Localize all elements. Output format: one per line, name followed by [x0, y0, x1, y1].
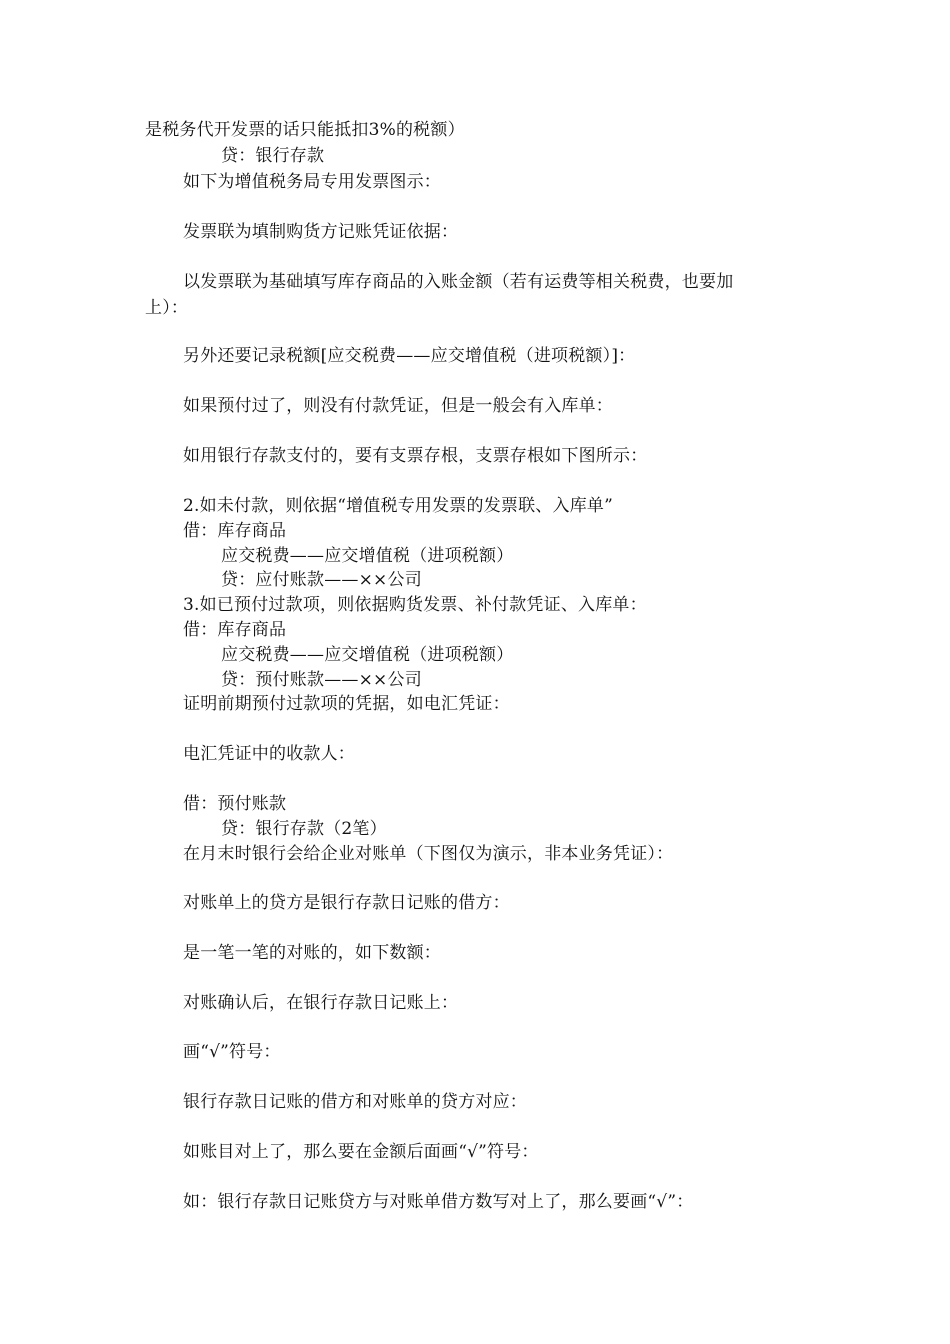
- text-line: 贷：银行存款（2笔）: [221, 819, 387, 839]
- text-line: 画“√”符号：: [183, 1042, 281, 1062]
- text-line: 贷：预付账款——××公司: [221, 670, 422, 690]
- text-line: 贷：银行存款: [221, 146, 325, 166]
- text-line: 另外还要记录税额[应交税费——应交增值税（进项税额）]：: [183, 346, 636, 366]
- text-line: 以发票联为基础填写库存商品的入账金额（若有运费等相关税费，也要加: [183, 272, 734, 292]
- text-line: 是一笔一笔的对账的，如下数额：: [183, 943, 441, 963]
- text-line: 2.如未付款，则依据“增值税专用发票的发票联、入库单”: [183, 496, 614, 516]
- text-line: 应交税费——应交增值税（进项税额）: [221, 546, 514, 566]
- text-line: 是税务代开发票的话只能抵扣3%的税额）: [145, 120, 465, 140]
- text-line: 如账目对上了，那么要在金额后面画“√”符号：: [183, 1142, 539, 1162]
- text-line: 证明前期预付过款项的凭据，如电汇凭证：: [183, 694, 510, 714]
- text-line: 应交税费——应交增值税（进项税额）: [221, 645, 514, 665]
- text-line: 如果预付过了，则没有付款凭证，但是一般会有入库单：: [183, 396, 613, 416]
- text-line: 3.如已预付过款项，则依据购货发票、补付款凭证、入库单：: [183, 595, 647, 615]
- text-line: 电汇凭证中的收款人：: [183, 744, 355, 764]
- text-line: 在月末时银行会给企业对账单（下图仅为演示，非本业务凭证）：: [183, 844, 674, 864]
- text-line: 对账单上的贷方是银行存款日记账的借方：: [183, 893, 510, 913]
- text-line: 对账确认后，在银行存款日记账上：: [183, 993, 459, 1013]
- text-line: 借：库存商品: [183, 521, 287, 541]
- text-line: 如：银行存款日记账贷方与对账单借方数写对上了，那么要画“√”：: [183, 1192, 694, 1212]
- text-line: 发票联为填制购货方记账凭证依据：: [183, 222, 459, 242]
- text-line: 上）：: [145, 298, 189, 318]
- text-line: 如用银行存款支付的，要有支票存根，支票存根如下图所示：: [183, 446, 648, 466]
- text-line: 借：库存商品: [183, 620, 287, 640]
- text-line: 贷：应付账款——××公司: [221, 570, 422, 590]
- text-line: 银行存款日记账的借方和对账单的贷方对应：: [183, 1092, 527, 1112]
- text-line: 借：预付账款: [183, 794, 287, 814]
- text-line: 如下为增值税务局专用发票图示：: [183, 172, 441, 192]
